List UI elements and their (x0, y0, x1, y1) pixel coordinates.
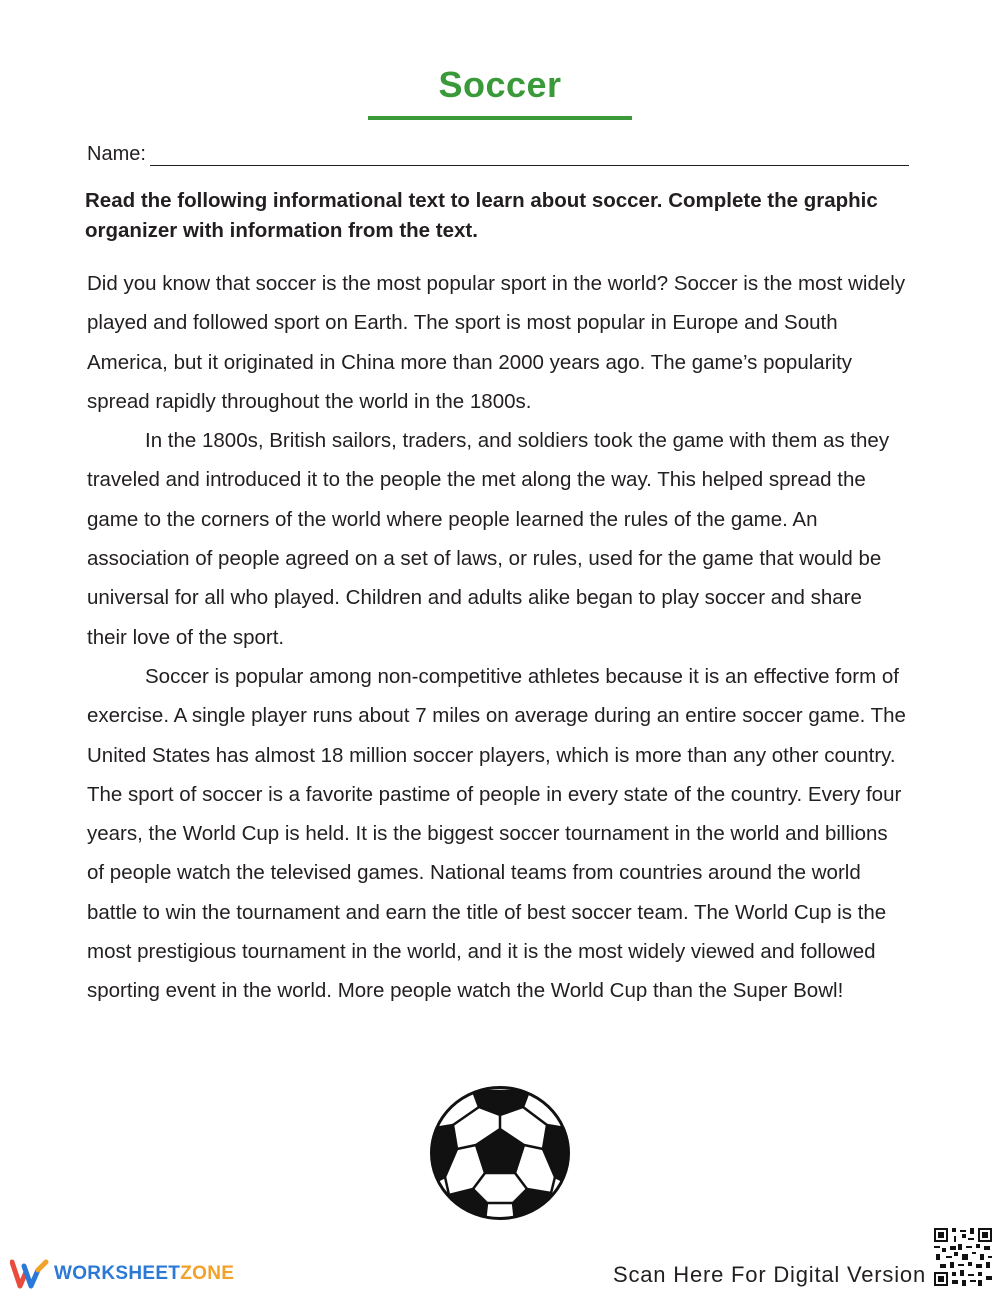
logo-text-worksheet: WORKSHEET (54, 1263, 181, 1284)
logo-text-zone: ZONE (180, 1263, 235, 1284)
worksheet-zone-logo[interactable] (10, 1256, 234, 1292)
scan-prompt: Scan Here For Digital Version (613, 1262, 926, 1287)
name-blank-line[interactable] (150, 143, 909, 166)
name-label: Name: (87, 143, 146, 165)
informational-text (87, 264, 907, 1011)
instructions: Read the following informational text to learn about soccer. Complete the graphic organizer with information from the text. (85, 189, 878, 242)
paragraph-1: Did you know that soccer is the most popular sport in the world? Soccer is the most widely played and followed sport on Earth. The sport is most popular in Europe and South America, but it originated in China more than 2000 years ago. The game’s popularity spread rapidly throughout the world in the 1800s. (87, 272, 906, 413)
worksheet-zone-logo-icon (10, 1258, 50, 1290)
qr-code-icon[interactable] (934, 1228, 992, 1286)
paragraph-2: In the 1800s, British sailors, traders, and soldiers took the game with them as they traveled and introduced it to the people the met along the way. This helped spread the game to the corners of the world where people learned the rules of the game. An association of people agreed on a set of laws, or rules, used for the game that would be universal for all who played. Children and adults alike began to play soccer and share their love of the sport. (87, 429, 890, 649)
logo-text (54, 1263, 234, 1285)
name-field-row (87, 138, 909, 166)
page-title: Soccer (438, 64, 562, 105)
title-underline (368, 116, 632, 120)
paragraph-3: Soccer is popular among non-competitive athletes because it is an effective form of exercise. A single player runs about 7 miles on average during an entire soccer game. The United States has almost 18 million soccer players, which is more than any other country. The sport of soccer is a favorite pastime of people in every state of the country. Every four years, the World Cup is held. It is the biggest soccer tournament in the world and billions of people watch the televised games. National teams from countries around the world battle to win the tournament and earn the title of best soccer team. The World Cup is the most prestigious tournament in the world, and it is the most widely viewed and followed sporting event in the world. More people watch the World Cup than the Super Bowl! (87, 664, 906, 1003)
soccer-ball-icon (429, 1085, 571, 1221)
